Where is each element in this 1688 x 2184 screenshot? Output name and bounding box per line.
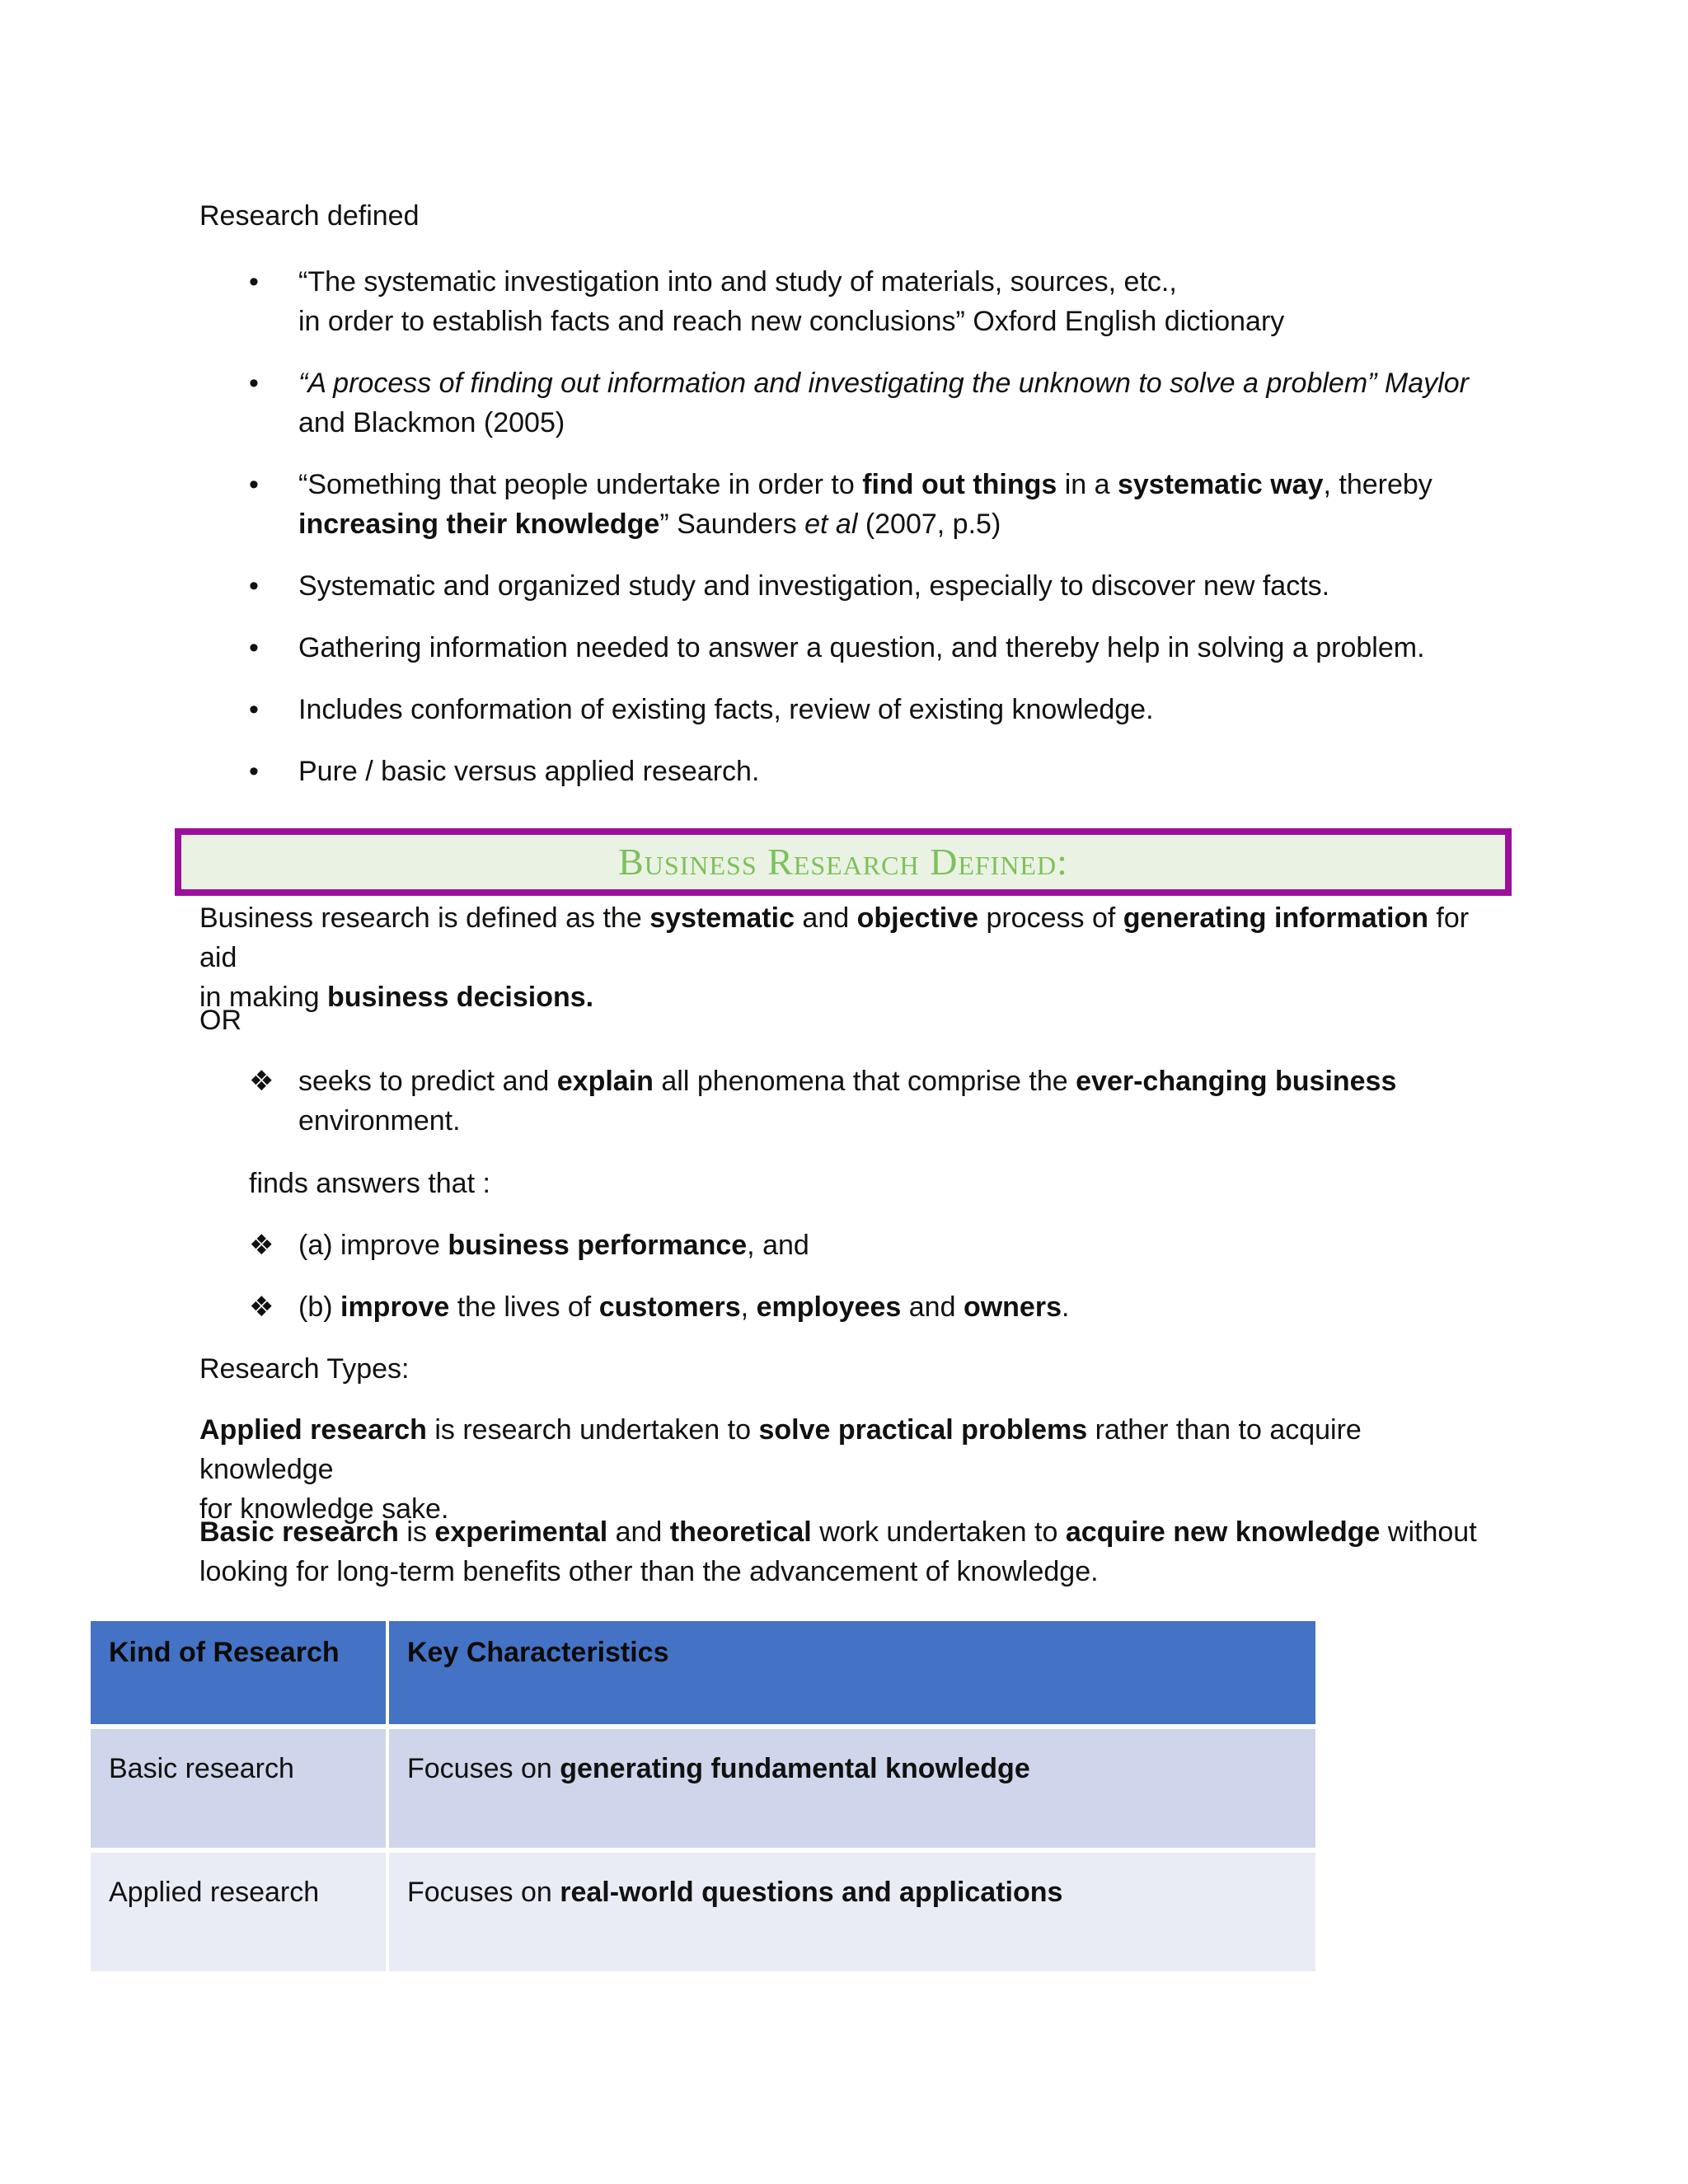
bullet-icon: • bbox=[249, 694, 259, 725]
research-definitions-list bbox=[199, 262, 1518, 813]
section-heading-research-defined: Research defined bbox=[199, 200, 420, 232]
list-item: ❖ seeks to predict and explain all phenomena that comprise the ever-changing business environment. bbox=[199, 1062, 1518, 1141]
bullet-icon: • bbox=[249, 368, 259, 399]
list-item: • “Something that people undertake in order to find out things in a systematic way, thereby increasing their knowledge” Saunders et al (2007, p.5) bbox=[199, 465, 1518, 544]
table-header-characteristics: Key Characteristics bbox=[387, 1621, 1317, 1727]
banner-title: Business Research Defined: bbox=[618, 841, 1068, 883]
list-item: • Includes conformation of existing facts, review of existing knowledge. bbox=[199, 690, 1518, 729]
finds-answers-label: finds answers that : bbox=[249, 1168, 490, 1199]
seeks-list bbox=[199, 1062, 1518, 1141]
bullet-icon: • bbox=[249, 632, 259, 663]
bullet-icon: • bbox=[249, 756, 259, 787]
business-research-banner bbox=[175, 828, 1512, 896]
diamond-bullet-icon: ❖ bbox=[249, 1230, 274, 1261]
list-item: • “The systematic investigation into and study of materials, sources, etc., in order to establish facts and reach new conclusions” Oxford English dictionary bbox=[199, 262, 1518, 341]
research-kinds-table bbox=[87, 1621, 1319, 1976]
table-cell-characteristics: Focuses on generating fundamental knowledge bbox=[387, 1727, 1317, 1850]
table-cell-characteristics: Focuses on real-world questions and applications bbox=[387, 1850, 1317, 1974]
bullet-icon: • bbox=[249, 570, 259, 602]
list-item: ❖ (b) improve the lives of customers, employees and owners. bbox=[199, 1287, 1518, 1327]
answers-list bbox=[199, 1226, 1518, 1327]
list-item: • “A process of finding out information and investigating the unknown to solve a problem” Maylor and Blackmon (2005) bbox=[199, 363, 1518, 443]
list-item: ❖ (a) improve business performance, and bbox=[199, 1226, 1518, 1265]
diamond-bullet-icon: ❖ bbox=[249, 1291, 274, 1323]
business-research-definition: Business research is defined as the systematic and objective process of generating information for aid in making business decisions. bbox=[199, 902, 1470, 1013]
table-row bbox=[89, 1850, 1317, 1974]
table-cell-kind: Basic research bbox=[89, 1727, 387, 1850]
applied-research-paragraph: Applied research is research undertaken to solve practical problems rather than to acquire knowledge for knowledge sake. bbox=[199, 1414, 1362, 1525]
bullet-icon: • bbox=[249, 266, 259, 298]
table-row bbox=[89, 1727, 1317, 1850]
or-label: OR bbox=[199, 1005, 241, 1036]
research-types-heading: Research Types: bbox=[199, 1353, 410, 1385]
diamond-bullet-icon: ❖ bbox=[249, 1066, 274, 1097]
basic-research-paragraph: Basic research is experimental and theoretical work undertaken to acquire new knowledge without looking for long-term benefits other than the advancement of knowledge. bbox=[199, 1516, 1477, 1587]
list-item: • Systematic and organized study and investigation, especially to discover new facts. bbox=[199, 566, 1518, 606]
table-header-kind: Kind of Research bbox=[89, 1621, 387, 1727]
table-header-row bbox=[89, 1621, 1317, 1727]
list-item: • Gathering information needed to answer a question, and thereby help in solving a problem. bbox=[199, 628, 1518, 668]
list-item: • Pure / basic versus applied research. bbox=[199, 752, 1518, 791]
bullet-icon: • bbox=[249, 469, 259, 500]
table-cell-kind: Applied research bbox=[89, 1850, 387, 1974]
